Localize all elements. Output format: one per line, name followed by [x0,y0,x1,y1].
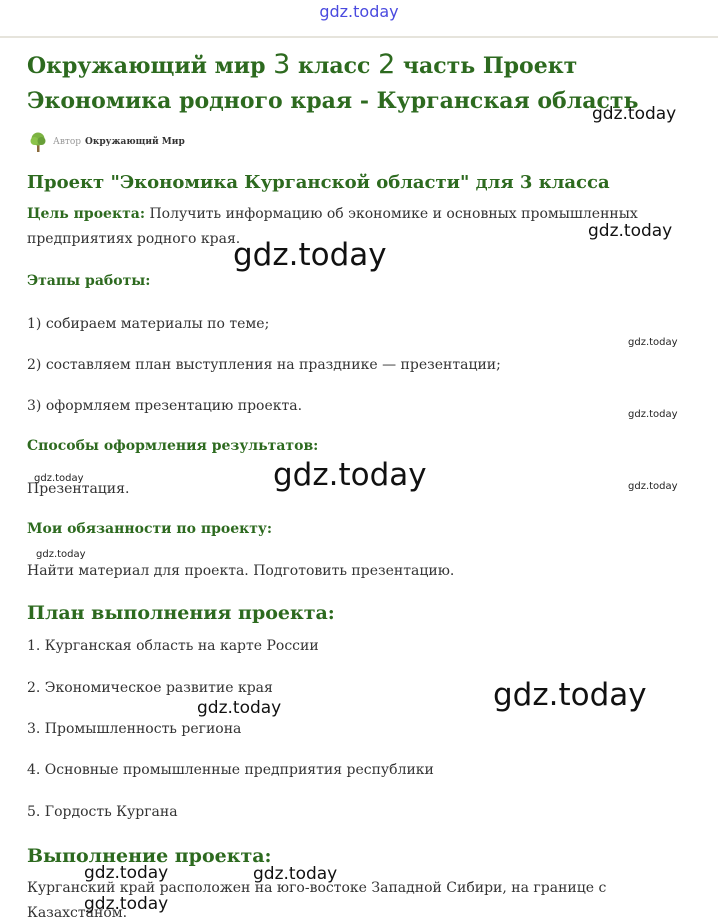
title-part: часть Проект Экономика родного края - Курганская область [27,53,639,114]
watermark: gdz.today [493,677,647,713]
plan-title: План выполнения проекта: [27,602,335,624]
watermark: gdz.today [84,863,169,883]
watermark: gdz.today [197,698,282,718]
methods-text: Презентация. [27,481,130,497]
watermark: gdz.today [628,409,678,420]
plan-item: 1. Курганская область на карте России [27,638,319,654]
duties-title: Мои обязанности по проекту: [27,521,273,537]
goal-text: Получить информацию об экономике и основных промышленных предприятиях родного края. [27,206,638,247]
goal-label: Цель проекта: [27,206,145,222]
plan-item: 5. Гордость Кургана [27,804,178,820]
stage-item: 3) оформляем презентацию проекта. [27,398,303,414]
header-divider [0,36,718,38]
watermark: gdz.today [84,894,169,914]
watermark: gdz.today [36,549,86,560]
watermark: gdz.today [273,457,427,493]
watermark: gdz.today [628,337,678,348]
stage-item: 2) составляем план выступления на празднике — презентации; [27,357,501,373]
plan-item: 2. Экономическое развитие края [27,680,273,696]
tree-icon [27,131,49,153]
watermark: gdz.today [592,104,677,124]
watermark: gdz.today [588,221,673,241]
author-line [27,131,185,153]
watermark: gdz.today [233,237,387,273]
methods-title: Способы оформления результатов: [27,438,319,454]
author-name[interactable]: Окружающий Мир [85,137,185,147]
plan-item: 3. Промышленность региона [27,721,242,737]
watermark: gdz.today [628,481,678,492]
execution-title: Выполнение проекта: [27,845,272,867]
stages-title: Этапы работы: [27,273,151,289]
plan-item: 4. Основные промышленные предприятия республики [27,762,434,778]
duties-text: Найти материал для проекта. Подготовить презентацию. [27,563,455,579]
title-grade-number: 3 [273,49,291,80]
title-part: класс [290,53,379,79]
title-part-number: 2 [378,49,396,80]
site-brand[interactable]: gdz.today [319,2,399,21]
title-part: Окружающий мир [27,53,274,79]
section-title: Проект "Экономика Курганской области" для 3 класса [27,172,610,193]
author-prefix: Автор [53,137,82,147]
watermark: gdz.today [34,473,84,484]
execution-text: Курганский край расположен на юго-востоке Западной Сибири, на границе с Казахстаном. [27,880,607,921]
stage-item: 1) собираем материалы по теме; [27,316,270,332]
watermark: gdz.today [253,864,338,884]
